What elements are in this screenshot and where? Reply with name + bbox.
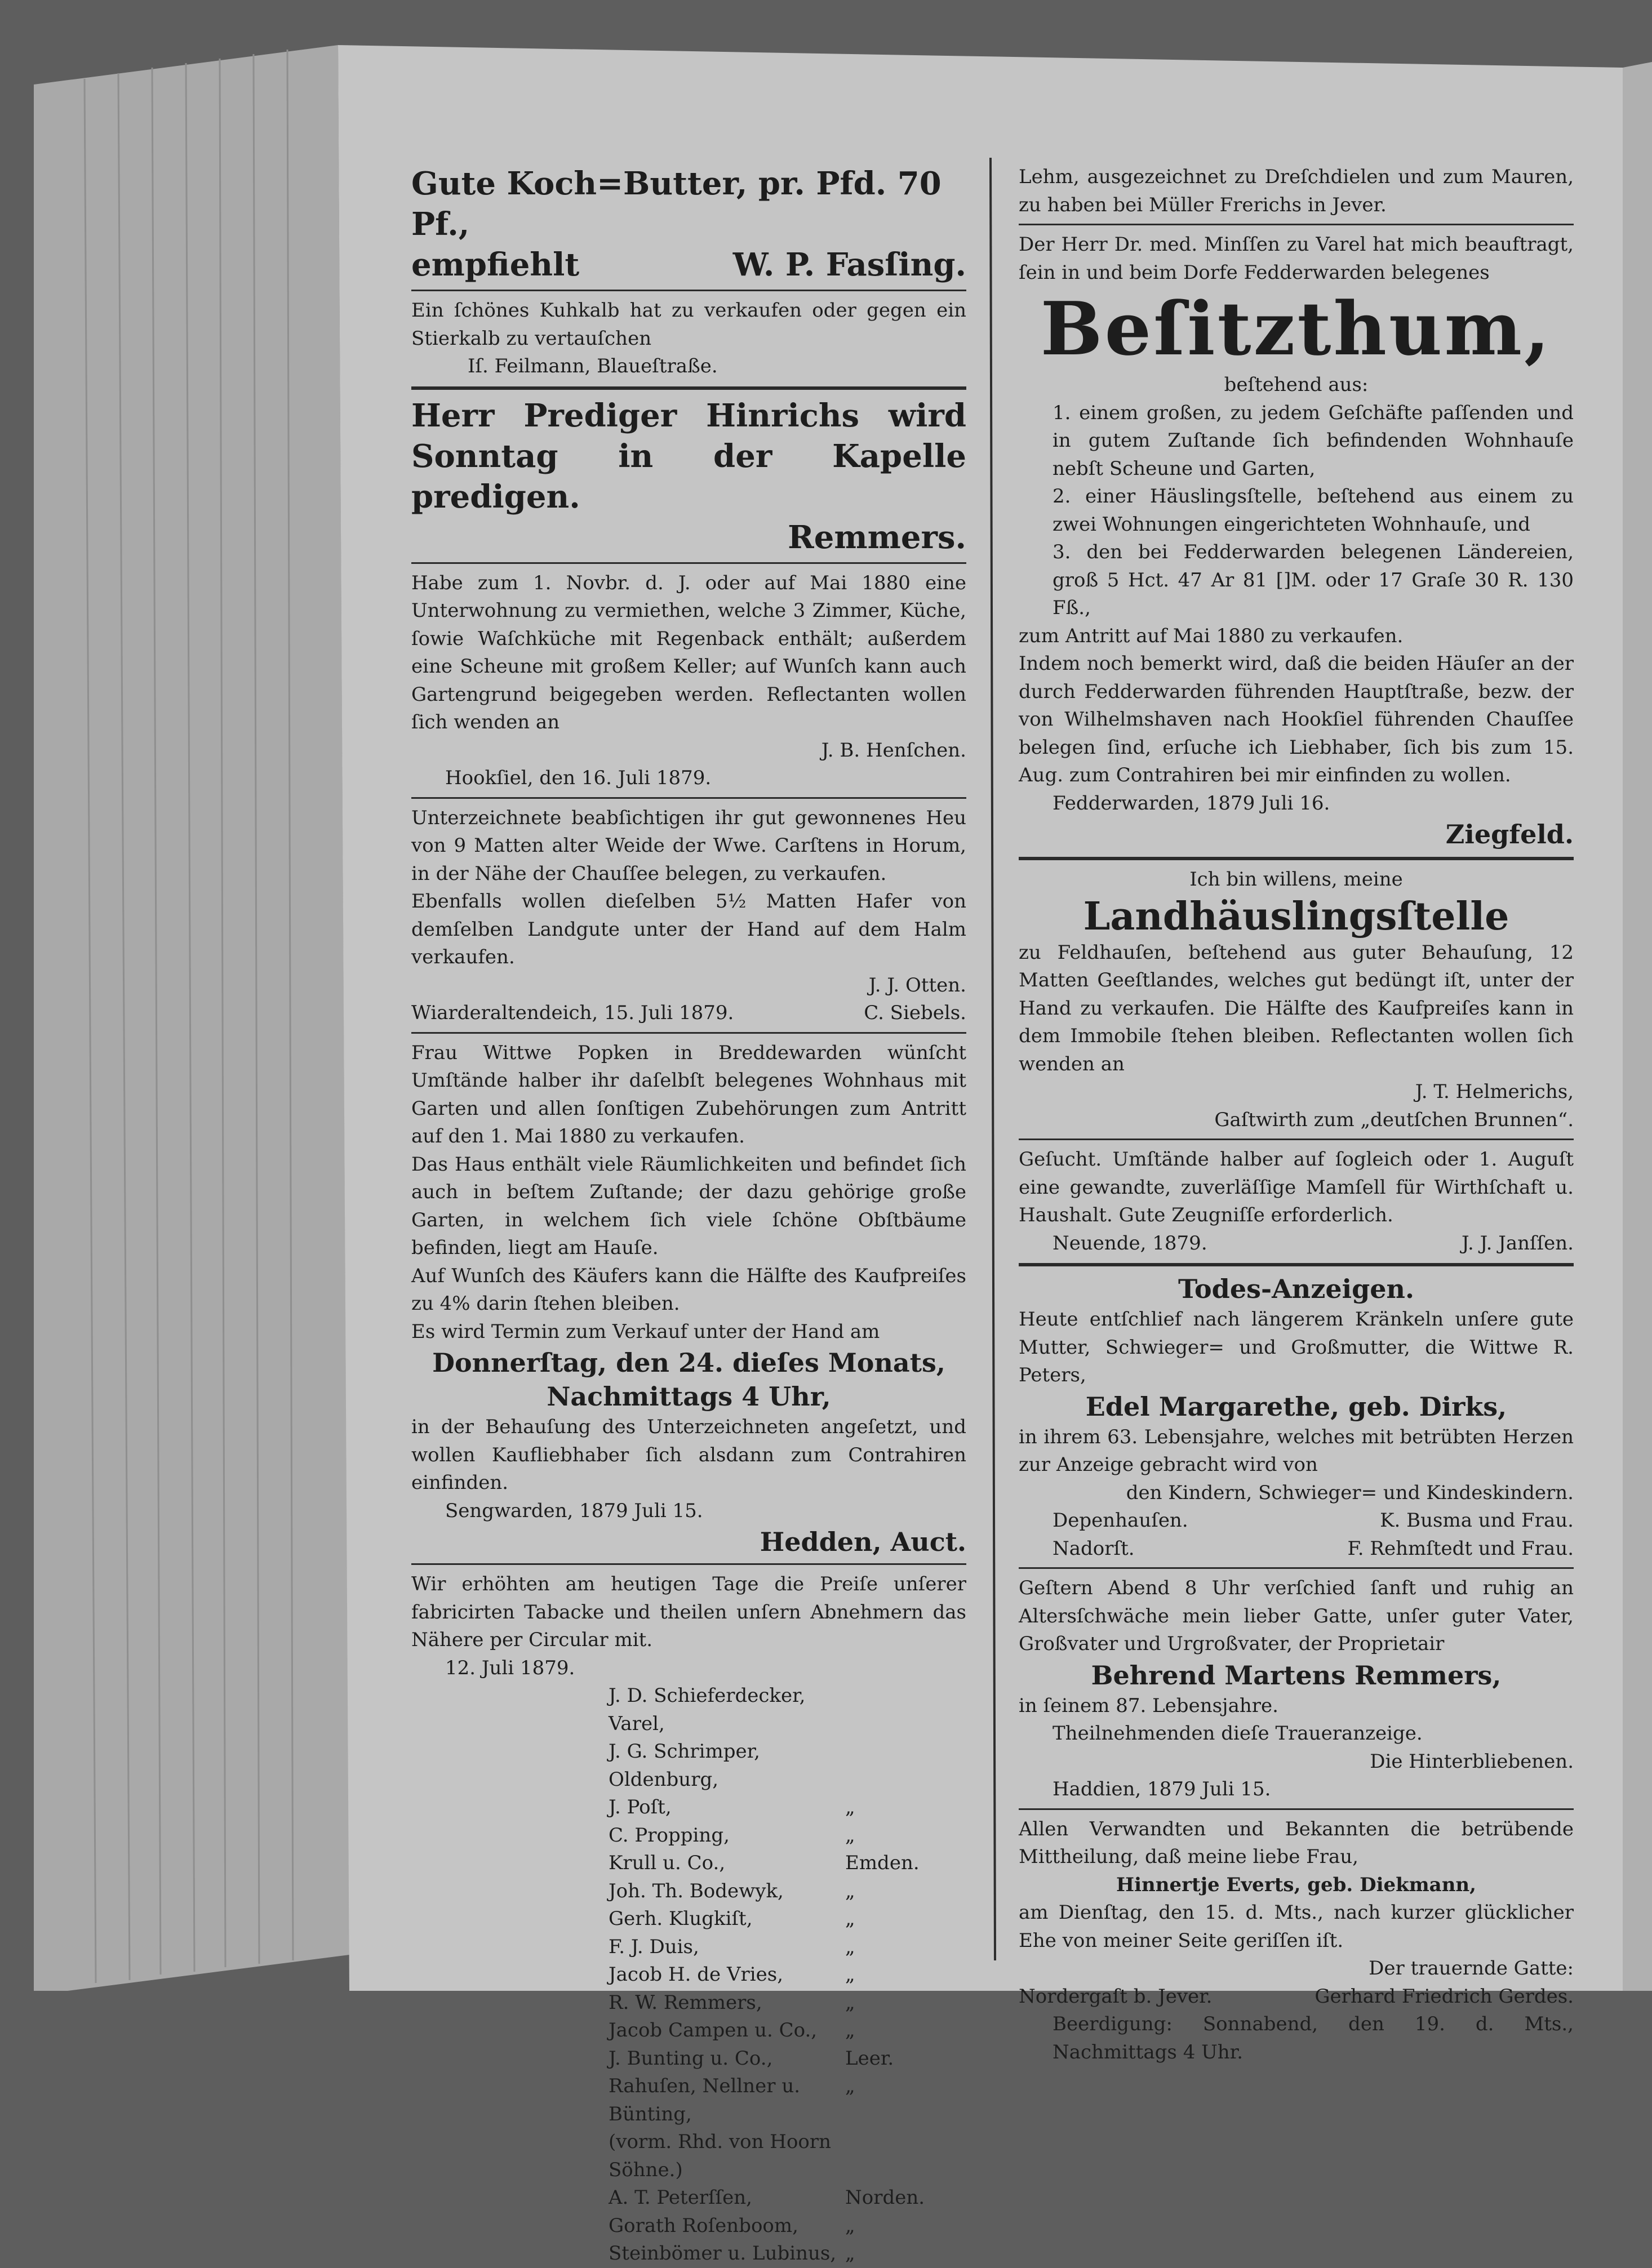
divider xyxy=(1019,1567,1574,1569)
haus-date2: Nachmittags 4 Uhr, xyxy=(547,1381,831,1412)
todes-a3-sig2: Gerhard Friedrich Gerdes. xyxy=(1315,1985,1574,2008)
besitz-item: 1. einem großen, zu jedem Geſchäfte paſſenden und in gutem Zuſtande ſich befindenden Wohnhauſe nebſt Scheune und Garten, xyxy=(1053,401,1574,480)
firm-row xyxy=(411,1822,966,1850)
divider xyxy=(1019,1139,1574,1140)
firm-city xyxy=(845,1738,966,1794)
besitz-title: Beſitzthum, xyxy=(1040,286,1552,372)
todes-a2-text2: in ſeinem 87. Lebensjahre. xyxy=(1019,1694,1278,1717)
todes-a3-sig1: Der trauernde Gatte: xyxy=(1369,1957,1574,1980)
todes-a3-text: Allen Verwandten und Bekannten die betrübende Mittheilung, daß meine liebe Frau, xyxy=(1019,1817,1574,1868)
firm-name: Steinbömer u. Lubinus, xyxy=(609,2242,837,2265)
divider xyxy=(1019,857,1574,860)
firm-name: Jacob H. de Vries, xyxy=(609,1963,784,1986)
heu-place: Wiarderaltendeich, 15. Juli 1879. xyxy=(411,1002,734,1024)
besitz-item: 3. den bei Fedderwarden belegenen Ländereien, groß 5 Hct. 47 Ar 81 []M. oder 17 Graſe 30 R. 130 Fß., xyxy=(1053,541,1574,619)
divider xyxy=(411,290,966,291)
land-intro: Ich bin willens, meine xyxy=(1189,868,1403,891)
todes-a1-text2: in ihrem 63. Lebensjahre, welches mit betrübten Herzen zur Anzeige gebracht wird von xyxy=(1019,1425,1574,1476)
haus-p2: Das Haus enthält viele Räumlichkeiten und befindet ſich auch in beſtem Zuſtande; der dazu gehörige große Garten, in welchem ſich viele ſchöne Obſtbäume befinden, liegt am Hauſe. xyxy=(411,1153,966,1259)
heu-sig2: C. Siebels. xyxy=(864,1002,966,1024)
firm-name: Gerh. Klugkiſt, xyxy=(609,1907,753,1930)
firm-city: Leer. xyxy=(845,2047,894,2070)
firm-city: „ xyxy=(845,1796,855,1818)
firm-row xyxy=(411,2212,966,2240)
firm-row xyxy=(411,1738,966,1794)
firm-name: Jacob Campen u. Co., xyxy=(609,2019,818,2042)
firm-city: „ xyxy=(845,1879,855,1902)
firm-row xyxy=(411,2073,966,2128)
firm-row xyxy=(411,1933,966,1962)
besitz-p2: Indem noch bemerkt wird, daß die beiden Häuſer an der durch Fedderwarden führenden Hauptſtraße, bezw. der von Wilhelmshaven nach Hookſiel führenden Chauſſee belegen ſind, erſuche ich Liebhaber, ſich bis zum 15. Aug. zum Contrahiren bei mir einfinden zu wollen. xyxy=(1019,652,1574,786)
tabak-date: 12. Juli 1879. xyxy=(445,1656,575,1679)
todes-a3-name: Hinnertje Everts, geb. Diekmann, xyxy=(1116,1873,1476,1896)
todes-a2-text: Geſtern Abend 8 Uhr verſchied ſanft und ruhig an Altersſchwäche mein lieber Gatte, unſer guter Vater, Großvater und Urgroßvater, der Proprietair xyxy=(1019,1577,1574,1655)
haus-sig: Hedden, Auct. xyxy=(760,1527,966,1557)
prediger-sig: Remmers. xyxy=(788,518,966,556)
land-title: Landhäuslingsſtelle xyxy=(1083,893,1509,939)
firm-name: J. Bunting u. Co., xyxy=(609,2047,773,2070)
firm-city: „ xyxy=(845,1907,855,1930)
heu-sig1: J. J. Otten. xyxy=(868,973,966,997)
firm-row xyxy=(411,1794,966,1822)
firm-row xyxy=(411,1878,966,1906)
haus-place: Sengwarden, 1879 Juli 15. xyxy=(445,1499,703,1522)
todes-a2-place: Haddien, 1879 Juli 15. xyxy=(1053,1778,1271,1800)
firm-row xyxy=(411,1905,966,1933)
tabak-text: Wir erhöhten am heutigen Tage die Preiſe unſerer fabricirten Tabacke und theilen unſern Abnehmern das Nähere per Circular mit. xyxy=(411,1573,966,1651)
todes-a2-name: Behrend Martens Remmers, xyxy=(1091,1660,1502,1691)
todes-a2-t3: Theilnehmenden dieſe Traueranzeige. xyxy=(1053,1722,1423,1745)
firm-city xyxy=(845,2128,966,2184)
divider xyxy=(411,1563,966,1565)
firm-name: A. T. Peterſſen, xyxy=(609,2186,752,2209)
next-page-edge xyxy=(1623,62,1652,1991)
firm-city: „ xyxy=(845,2242,855,2265)
firm-row xyxy=(411,2184,966,2212)
firm-row xyxy=(411,1989,966,2017)
firm-list xyxy=(411,1682,966,2268)
firm-city: „ xyxy=(845,1824,855,1847)
firm-row xyxy=(411,1961,966,1989)
butter-sig: W. P. Fasſing. xyxy=(732,246,966,283)
todes-a2-sig: Die Hinterbliebenen. xyxy=(1370,1750,1574,1773)
besitz-after: zum Antritt auf Mai 1880 zu verkaufen. xyxy=(1019,624,1404,647)
firm-city xyxy=(845,1682,966,1738)
heu-p2: Ebenfalls wollen dieſelben 5½ Matten Hafer von demſelben Landgute unter der Hand auf dem Halm verkaufen. xyxy=(411,890,966,968)
firm-name: C. Propping, xyxy=(609,1824,730,1847)
firm-city: „ xyxy=(845,2019,855,2042)
divider xyxy=(411,797,966,799)
todes-a3-burial: Beerdigung: Sonnabend, den 19. d. Mts., Nachmittags 4 Uhr. xyxy=(1053,2013,1574,2064)
firm-row xyxy=(411,2128,966,2184)
firm-name: J. D. Schieferdecker, Varel, xyxy=(609,1684,806,1735)
land-sig2: Gaſtwirth zum „deutſchen Brunnen“. xyxy=(1214,1108,1574,1131)
firm-name: J. Poſt, xyxy=(609,1796,672,1818)
kalb-sig: Iſ. Feilmann, Blaueſtraße. xyxy=(468,355,718,377)
haus-p3: Auf Wunſch des Käufers kann die Hälfte des Kaufpreiſes zu 4% darin ſtehen bleiben. xyxy=(411,1264,966,1315)
besitz-items xyxy=(1019,399,1574,622)
divider xyxy=(411,386,966,390)
firm-name: Krull u. Co., xyxy=(609,1852,726,1874)
firm-row xyxy=(411,2017,966,2045)
wohnung-place: Hookſiel, den 16. Juli 1879. xyxy=(445,767,712,789)
besitz-item: 2. einer Häuslingsſtelle, beſtehend aus einem zu zwei Wohnungen eingerichteten Wohnhauſe, und xyxy=(1053,485,1574,536)
firm-city: „ xyxy=(845,1963,855,1986)
firm-name: R. W. Remmers, xyxy=(609,1991,762,2014)
firm-row xyxy=(411,1849,966,1878)
wohnung-text: Habe zum 1. Novbr. d. J. oder auf Mai 1880 eine Unterwohnung zu vermiethen, welche 3 Zimmer, Küche, ſowie Waſchküche mit Regenback enthält; außerdem eine Scheune mit großem Keller; auf Wunſch kann auch Gartengrund beigegeben werden. Reflectanten wollen ſich wenden an xyxy=(411,571,966,733)
firm-name: Rahuſen, Nellner u. Bünting, xyxy=(609,2075,801,2125)
todes-a1-r2b: F. Rehmſtedt und Frau. xyxy=(1347,1537,1574,1560)
todes-a1-text: Heute entſchlief nach längerem Kränkeln unſere gute Mutter, Schwieger= und Großmutter, die Wittwe R. Peters, xyxy=(1019,1308,1574,1386)
prediger-text: Herr Prediger Hinrichs wird Sonntag in der Kapelle predigen. xyxy=(411,397,966,515)
besitz-sub: beſtehend aus: xyxy=(1224,373,1369,396)
todes-a1-r2a: Nadorſt. xyxy=(1053,1537,1135,1560)
todes-a1-fam: den Kindern, Schwieger= und Kindeskindern. xyxy=(1126,1481,1574,1504)
todes-a3-place: Nordergaſt b. Jever. xyxy=(1019,1985,1213,2008)
heu-p1: Unterzeichnete beabſichtigen ihr gut gewonnenes Heu von 9 Matten alter Weide der Wwe. Carſtens in Horum, in der Nähe der Chauſſee belegen, zu verkaufen. xyxy=(411,806,966,885)
haus-date1: Donnerſtag, den 24. dieſes Monats, xyxy=(432,1348,945,1378)
divider xyxy=(1019,1808,1574,1810)
firm-name: F. J. Duis, xyxy=(609,1935,699,1958)
firm-row xyxy=(411,1682,966,1738)
kalb-text: Ein ſchönes Kuhkalb hat zu verkaufen oder gegen ein Stierkalb zu vertauſchen xyxy=(411,299,966,350)
haus-p1: Frau Wittwe Popken in Breddewarden wünſcht Umſtände halber ihr daſelbſt belegenes Wohnhaus mit Garten und allen ſonſtigen Zubehörungen zum Antritt auf den 1. Mai 1880 zu verkaufen. xyxy=(411,1041,966,1148)
wohnung-sig: J. B. Henſchen. xyxy=(821,739,966,762)
todes-a1-r1b: K. Busma und Frau. xyxy=(1380,1509,1574,1532)
divider xyxy=(1019,1263,1574,1266)
left-column xyxy=(411,163,966,2268)
page-block-edges xyxy=(34,45,349,1991)
besitz-place: Fedderwarden, 1879 Juli 16. xyxy=(1053,791,1330,815)
todes-a1-r1a: Depenhauſen. xyxy=(1053,1509,1188,1532)
firm-city: „ xyxy=(845,1935,855,1958)
haus-p5: in der Behauſung des Unterzeichneten angeſetzt, und wollen Kaufliebhaber ſich alsdann zum Contrahiren einfinden. xyxy=(411,1416,966,1494)
todes-head: Todes-Anzeigen. xyxy=(1178,1274,1414,1304)
firm-name: Gorath Roſenboom, xyxy=(609,2214,798,2237)
gesucht-sig: J. J. Janſſen. xyxy=(1461,1231,1574,1255)
land-text: zu Feldhauſen, beſtehend aus guter Behauſung, 12 Matten Geeſtlandes, welches gut bedüngt iſt, unter der Hand zu verkaufen. Die Hälfte des Kaufpreiſes kann in dem Immobile ſtehen bleiben. Reflectanten wollen ſich wenden an xyxy=(1019,941,1574,1075)
firm-name: Joh. Th. Bodewyk, xyxy=(609,1879,784,1902)
firm-city: Emden. xyxy=(845,1852,920,1874)
lehm-text: Lehm, ausgezeichnet zu Dreſchdielen und zum Mauren, zu haben bei Müller Frerichs in Jever. xyxy=(1019,166,1574,216)
divider xyxy=(1019,224,1574,225)
right-column xyxy=(1019,163,1574,2066)
gesucht-place: Neuende, 1879. xyxy=(1053,1231,1207,1255)
todes-a1-name: Edel Margarethe, geb. Dirks, xyxy=(1085,1391,1507,1422)
firm-row xyxy=(411,2240,966,2268)
firm-city: Norden. xyxy=(845,2186,925,2209)
firm-row xyxy=(411,2045,966,2073)
gesucht-text: Geſucht. Umſtände halber auf ſogleich oder 1. Auguſt eine gewandte, zuverläſſige Mamſell für Wirthſchaft u. Haushalt. Gute Zeugniſſe erforderlich. xyxy=(1019,1148,1574,1226)
firm-city: „ xyxy=(845,1991,855,2014)
firm-city: „ xyxy=(845,2075,855,2097)
besitz-sig: Ziegfeld. xyxy=(1445,819,1574,850)
haus-p4: Es wird Termin zum Verkauf unter der Hand am xyxy=(411,1320,880,1343)
butter-empfiehlt: empfiehlt xyxy=(411,246,580,283)
firm-name: (vorm. Rhd. von Hoorn Söhne.) xyxy=(609,2131,832,2181)
besitz-intro: Der Herr Dr. med. Minſſen zu Varel hat mich beauftragt, ſein in und beim Dorfe Fedderwarden belegenes xyxy=(1019,233,1574,284)
todes-a3-text2: am Dienſtag, den 15. d. Mts., nach kurzer glücklicher Ehe von meiner Seite geriſſen iſt. xyxy=(1019,1901,1574,1952)
butter-ad xyxy=(411,163,966,285)
butter-line1: Gute Koch=Butter, pr. Pfd. 70 Pf., xyxy=(411,165,942,243)
land-sig1: J. T. Helmerichs, xyxy=(1415,1080,1574,1103)
divider xyxy=(411,1032,966,1034)
firm-name: J. G. Schrimper, Oldenburg, xyxy=(609,1740,760,1791)
divider xyxy=(411,562,966,564)
firm-city: „ xyxy=(845,2214,855,2237)
